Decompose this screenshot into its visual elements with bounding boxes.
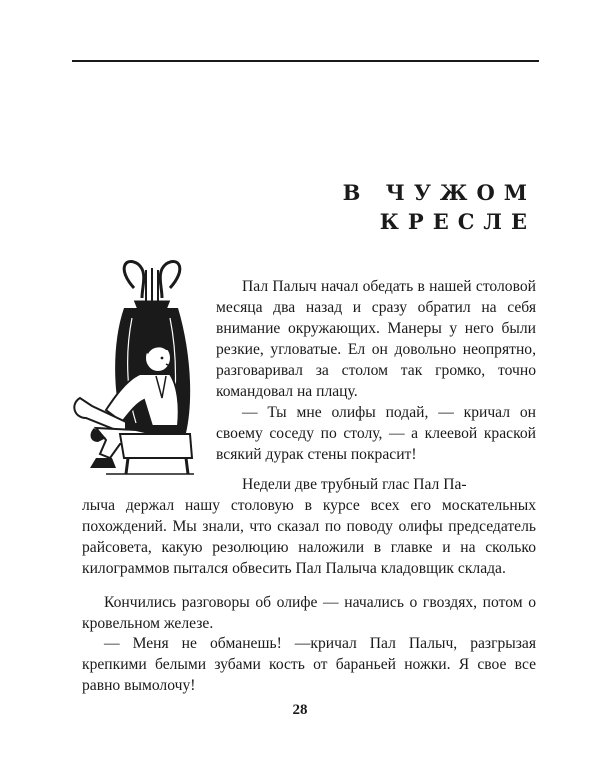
- paragraph-4: Кончились разговоры об олифе — начались о гвоздях, потом о кровельном железе.: [82, 594, 536, 632]
- paragraph-5: — Меня не обманешь! —кричал Пал Палыч, разгрызая крепкими белыми зубами кость от бараньей ножки. Я свое все равно вымолочу!: [82, 635, 536, 694]
- paragraph-3-rest: лыча держал нашу столовую в курсе всех его москательных похождений. Мы знали, что сказал по поводу олифы председатель райсовета, какую резолюцию наложили в главке и на сколько килограммов пытался обвесить Пал Палыча кладовщик склада.: [82, 497, 536, 577]
- lyre-icon: [124, 261, 180, 312]
- man-in-armchair-illustration: [66, 258, 196, 480]
- man-shoe: [90, 458, 116, 468]
- header-rule: [72, 60, 539, 62]
- chapter-title-line2: КРЕСЛЕ: [379, 209, 536, 234]
- paragraph-2: — Ты мне олифы подай, — кричал он своему соседу по столу, — а клеевой краской всякий дурак стены покрасит!: [216, 404, 536, 463]
- chapter-title-line1: В ЧУЖОМ: [342, 180, 536, 205]
- paragraph-1: Пал Палыч начал обедать в нашей столовой месяца два назад и сразу обратил на себя внимание окружающих. Манеры у него были резкие, угловатые. Ел он довольно неопрятно, разговаривал за столом так громко, точно командовал на плацу.: [216, 278, 536, 400]
- armchair-seat: [120, 434, 192, 458]
- page-number: 28: [292, 702, 308, 718]
- paragraph-3-start: Недели две трубный глас Пал Па-: [242, 476, 467, 493]
